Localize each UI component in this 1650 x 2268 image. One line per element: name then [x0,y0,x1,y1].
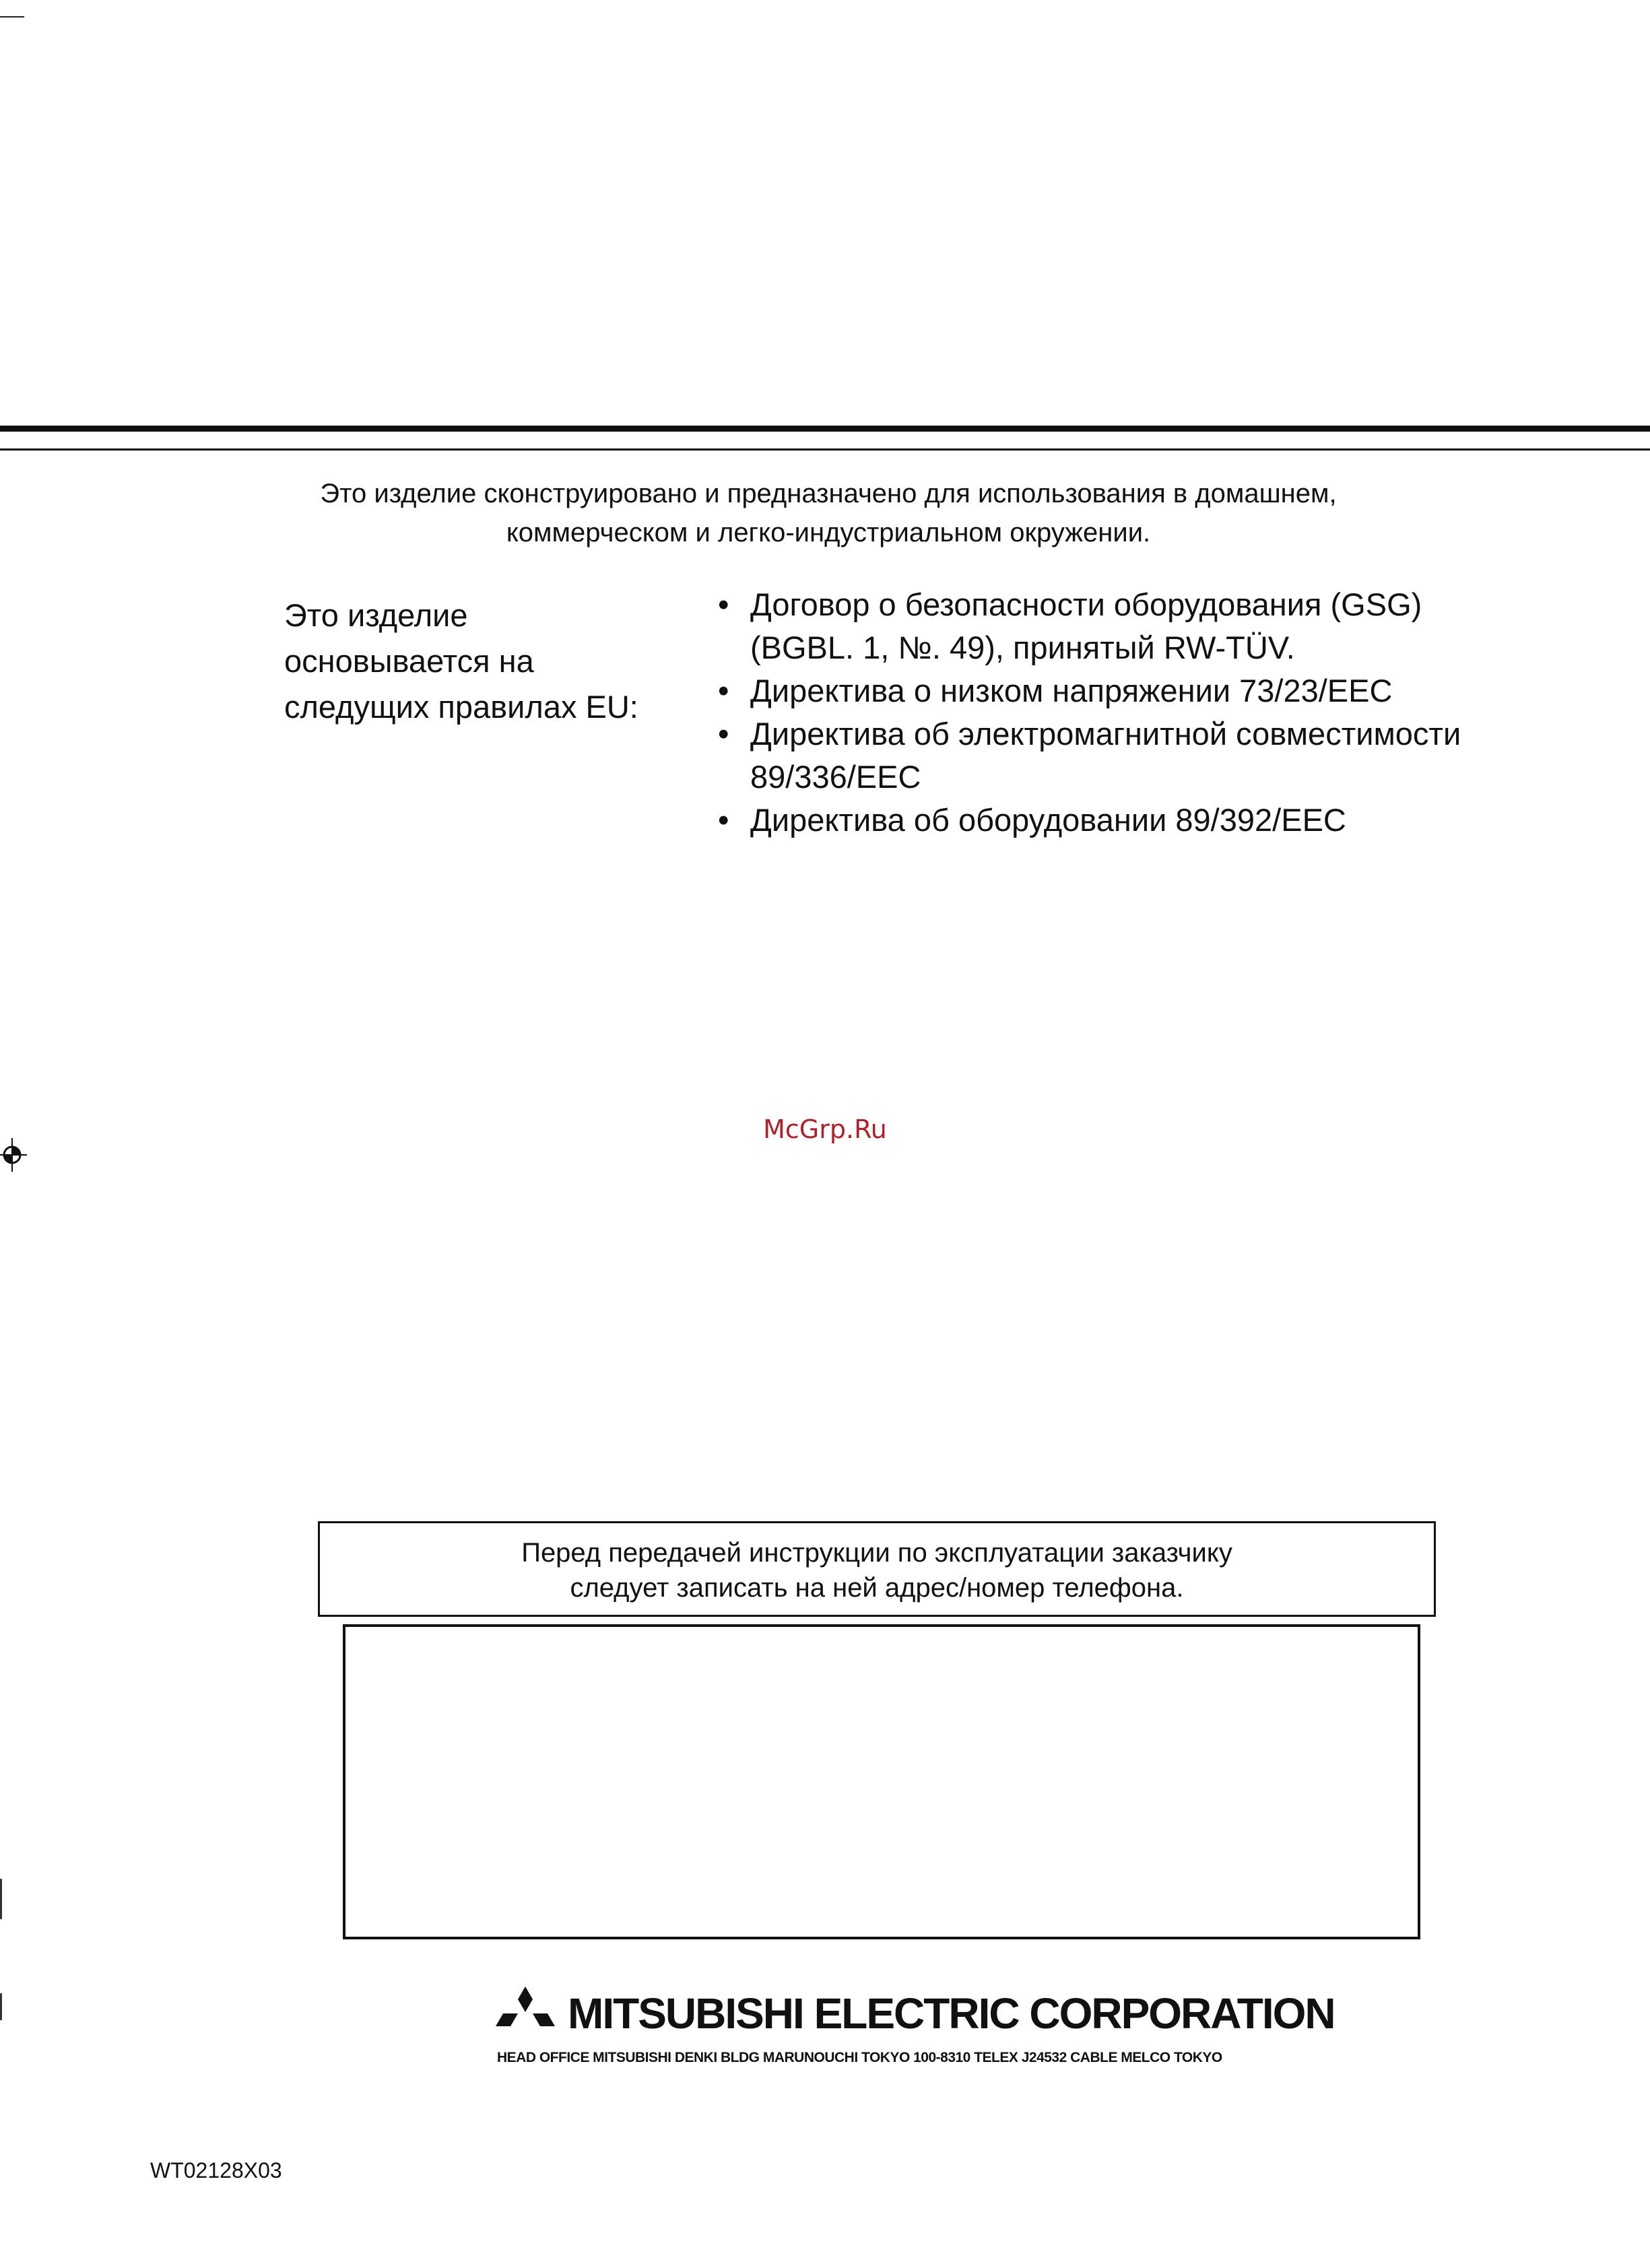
rule-line: Договор о безопасности оборудования (GSG) [750,587,1422,622]
eu-rules-label [284,593,688,730]
bullet: • [718,716,729,752]
eu-label-line: Это изделие [284,597,468,633]
bullet: • [718,673,729,708]
rule-item [718,799,1620,842]
intro-line: коммерческом и легко-индустриальном окружении. [506,518,1151,547]
header-rule-thin [0,448,1650,451]
document-code: WT02128X03 [150,2158,282,2182]
rule-line: Директива об оборудовании 89/392/EEC [750,802,1346,838]
address-phone-box[interactable] [343,1624,1420,1939]
eu-label-line: основывается на [284,643,534,679]
edge-mark [0,1879,2,1919]
bullet: • [718,802,729,838]
registration-mark-icon [0,1138,27,1172]
bullet: • [718,587,729,622]
edge-mark [0,1993,2,2020]
rule-item [718,712,1620,799]
corner-tick [0,16,24,18]
rule-line: Директива об электромагнитной совместимости [750,716,1461,752]
rule-line: Директива о низком напряжении 73/23/EEC [750,673,1393,708]
eu-label-line: следущих правилах EU: [284,689,638,725]
rule-line: (BGBL. 1, №. 49), принятый RW-TÜV. [750,630,1295,665]
company-logo [495,1987,1335,2040]
mitsubishi-three-diamonds-icon [495,1987,556,2040]
rule-item [718,583,1620,669]
watermark-text[interactable]: McGrp.Ru [763,1114,887,1144]
company-name: MITSUBISHI ELECTRIC CORPORATION [568,1989,1335,2038]
intro-line: Это изделие сконструировано и предназначено для использования в домашнем, [320,479,1337,508]
rule-item [718,669,1620,712]
notice-line: следует записать на ней адрес/номер телефона. [570,1573,1184,1603]
notice-line: Перед передачей инструкции по эксплуатации заказчику [521,1538,1232,1568]
head-office-address: HEAD OFFICE MITSUBISHI DENKI BLDG MARUNOUCHI TOKYO 100-8310 TELEX J24532 CABLE MELCO TOKYO [497,2050,1222,2065]
intro-statement [189,474,1468,552]
notice-box [318,1521,1436,1617]
header-rule-thick [0,426,1650,432]
rule-line: 89/336/EEC [750,759,921,795]
eu-rules-list [718,583,1620,842]
